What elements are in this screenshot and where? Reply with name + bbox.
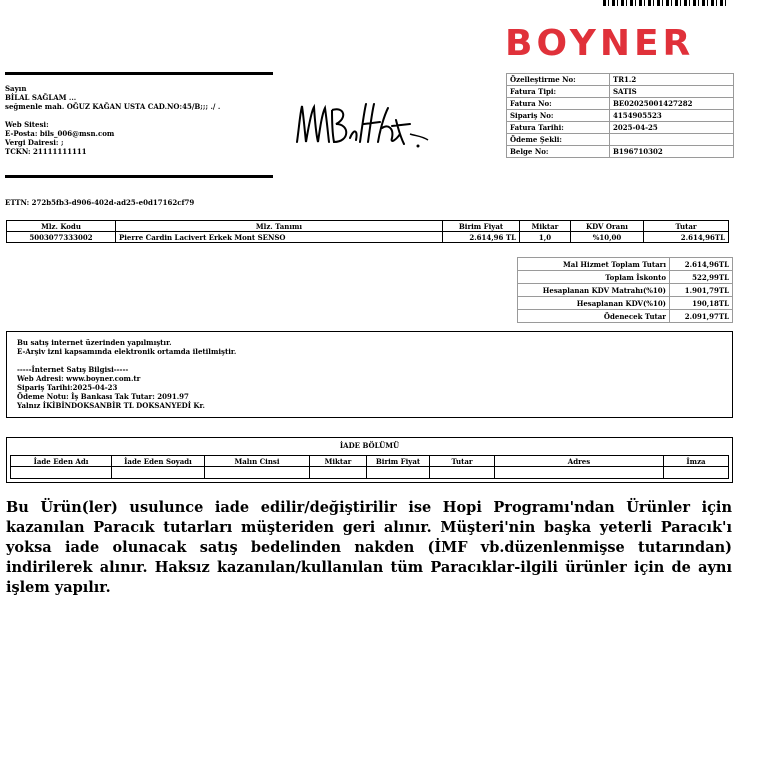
total-value: 1.901,79TL (670, 284, 733, 297)
note-web-address: Web Adresi: www.boyner.com.tr (17, 374, 141, 383)
customer-email: E-Posta: bils_006@msn.com (5, 129, 115, 138)
return-col-header: Malın Cinsi (205, 456, 310, 467)
return-col-header: Miktar (310, 456, 367, 467)
info-value: BE02025001427282 (610, 98, 734, 110)
return-cell[interactable] (495, 467, 664, 479)
note-internet-sale: Bu satış internet üzerinden yapılmıştır. (17, 338, 172, 347)
info-value (610, 134, 734, 146)
totals-table (517, 257, 733, 323)
ettn: ETTN: 272b5fb3-d906-402d-ad25-e0d17162cf79 (5, 198, 195, 207)
invoice-info-row (507, 146, 734, 158)
item-quantity: 1,0 (520, 232, 571, 243)
return-col-header: İade Eden Adı (11, 456, 112, 467)
customer-salutation: Sayın (5, 84, 27, 93)
note-payment: Ödeme Notu: İş Bankası Tak Tutar: 2091.97 (17, 392, 189, 401)
item-vat-rate: %10,00 (571, 232, 644, 243)
invoice-info-row (507, 74, 734, 86)
invoice-info-table (506, 73, 734, 158)
return-cell[interactable] (664, 467, 729, 479)
info-label: Özelleştirme No: (507, 74, 610, 86)
customer-tckn: TCKN: 21111111111 (5, 147, 87, 156)
note-amount-words: Yalnız İKİBİNDOKSANBİR TL DOKSANYEDİ Kr. (17, 401, 205, 410)
total-label: Hesaplanan KDV Matrahı(%10) (518, 284, 670, 297)
return-cell[interactable] (112, 467, 205, 479)
total-value: 2.091,97TL (670, 310, 733, 323)
notes-box (6, 331, 733, 418)
items-header-row (7, 221, 729, 232)
totals-row (518, 271, 733, 284)
return-cell[interactable] (310, 467, 367, 479)
total-value: 522,99TL (670, 271, 733, 284)
return-section-title: İADE BÖLÜMÜ (339, 441, 400, 450)
return-col-header: Birim Fiyat (367, 456, 430, 467)
totals-row (518, 258, 733, 271)
total-value: 2.614,96TL (670, 258, 733, 271)
info-value: 2025-04-25 (610, 122, 734, 134)
customer-tax-office: Vergi Dairesi: ; (5, 138, 64, 147)
customer-block (5, 84, 275, 156)
return-header-row (11, 456, 729, 467)
info-value: SATIS (610, 86, 734, 98)
col-header: Mlz. Tanımı (116, 221, 443, 232)
return-col-header: İmza (664, 456, 729, 467)
table-row (7, 232, 729, 243)
total-label: Ödenecek Tutar (518, 310, 670, 323)
note-e-archive: E-Arşiv izni kapsamında elektronik ortamda iletilmiştir. (17, 347, 237, 356)
customer-name: BİLAL SAĞLAM ... (5, 93, 77, 102)
customer-address: seğmenle mah. OĞUZ KAĞAN USTA CAD.NO:45/B;;; ./ . (5, 102, 221, 111)
invoice-info-row (507, 98, 734, 110)
totals-row (518, 310, 733, 323)
col-header: Birim Fiyat (443, 221, 520, 232)
brand-logo: BOYNER (505, 23, 695, 64)
return-cell[interactable] (11, 467, 112, 479)
return-section (6, 437, 733, 483)
info-value: TR1.2 (610, 74, 734, 86)
note-section-title: -----İnternet Satış Bilgisi----- (17, 365, 129, 374)
total-label: Mal Hizmet Toplam Tutarı (518, 258, 670, 271)
item-description: Pierre Cardin Lacivert Erkek Mont SENSO (116, 232, 443, 243)
info-label: Ödeme Şekli: (507, 134, 610, 146)
info-value: B196710302 (610, 146, 734, 158)
totals-row (518, 297, 733, 310)
info-label: Sipariş No: (507, 110, 610, 122)
return-cell[interactable] (205, 467, 310, 479)
signature (292, 98, 432, 160)
item-total: 2.614,96TL (644, 232, 729, 243)
info-value: 4154905523 (610, 110, 734, 122)
totals-row (518, 284, 733, 297)
total-label: Toplam İskonto (518, 271, 670, 284)
note-order-date: Sipariş Tarihi:2025-04-23 (17, 383, 118, 392)
notes-content (17, 338, 236, 410)
customer-top-rule (5, 72, 273, 75)
return-col-header: Tutar (430, 456, 495, 467)
return-empty-row (11, 467, 729, 479)
col-header: Mlz. Kodu (7, 221, 116, 232)
total-label: Hesaplanan KDV(%10) (518, 297, 670, 310)
invoice-info-row (507, 122, 734, 134)
col-header: Miktar (520, 221, 571, 232)
col-header: Tutar (644, 221, 729, 232)
info-label: Fatura Tarihi: (507, 122, 610, 134)
return-col-header: İade Eden Soyadı (112, 456, 205, 467)
total-value: 190,18TL (670, 297, 733, 310)
invoice-info-row (507, 110, 734, 122)
qr-code (603, 0, 728, 6)
customer-website-label: Web Sitesi: (5, 120, 49, 129)
return-cell[interactable] (367, 467, 430, 479)
item-code: 5003077333002 (7, 232, 116, 243)
items-table (6, 220, 729, 243)
invoice-info-row (507, 134, 734, 146)
item-unit-price: 2.614,96 TL (443, 232, 520, 243)
info-label: Fatura No: (507, 98, 610, 110)
return-table (10, 455, 729, 479)
col-header: KDV Oranı (571, 221, 644, 232)
info-label: Fatura Tipi: (507, 86, 610, 98)
invoice-info-row (507, 86, 734, 98)
return-cell[interactable] (430, 467, 495, 479)
info-label: Belge No: (507, 146, 610, 158)
return-col-header: Adres (495, 456, 664, 467)
customer-bottom-rule (5, 175, 273, 178)
terms-paragraph: Bu Ürün(ler) usulunce iade edilir/değiştirilir ise Hopi Programı'ndan Ürünler için kazanılan Paracık tutarları müşteriden geri alınır. Müşteri'nin başka yeterli Paracık'ı yoksa iade olunacak satış bedelinden nakden (İMF vb.düzenlenmişse tutarından) indirilerek alınır. Haksız kazanılan/kullanılan tüm Paracıklar-ilgili ürünler için de aynı işlem yapılır. (6, 499, 732, 596)
